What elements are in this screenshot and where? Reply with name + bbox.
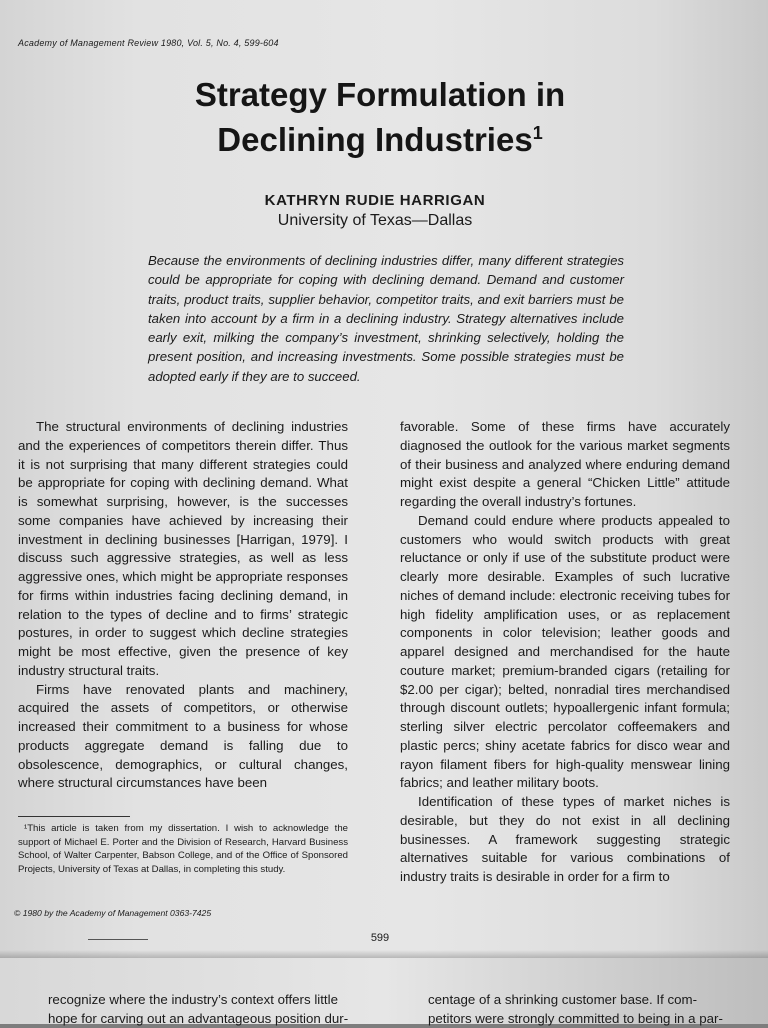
author-name: KATHRYN RUDIE HARRIGAN (264, 192, 486, 209)
title-line-2 (140, 114, 620, 159)
next-page-line: hope for carving out an advantageous position dur- (48, 1011, 349, 1026)
next-page-line: centage of a shrinking customer base. If com- (428, 992, 698, 1007)
article-title (140, 76, 620, 159)
bottom-divider (88, 939, 148, 940)
title-line-1: Strategy Formulation in (194, 76, 566, 113)
body-paragraph: favorable. Some of these firms have accurately diagnosed the outlook for the various market segments of their business and analyzed where enduring demand might exist despite a general “Chicken Little” attitude regarding the overall industry’s fortunes. (400, 419, 730, 509)
next-page-line: recognize where the industry’s context offers little (48, 992, 338, 1007)
footnote-divider (18, 816, 130, 817)
right-column (400, 418, 730, 887)
abstract (148, 251, 624, 386)
body-paragraph: Demand could endure where products appealed to customers who would switch products with great reluctance or only if use of the substitute product were clearly more desirable. Examples of such lucrative niches of demand include: electronic receiving tubes for high fidelity amplification uses, or as replacement components in color television; leather goods and apparel designed and merchandised for the haute couture market; premium-branded cigars (retailing for $2.00 per cigar); belted, nonradial tires merchandised through discount outlets; hypoallergenic infant formula; sterling silver electric percolator coffeemakers and plastic percs; shiny acetate fabrics for disco wear and rayon filament fibers for high-quality menswear lining fabrics; and leather military boots. (400, 512, 730, 791)
next-page-right-text (428, 990, 753, 1028)
journal-citation: Academy of Management Review 1980, Vol. 5, No. 4, 599-604 (18, 38, 279, 48)
left-column (18, 418, 348, 793)
abstract-text: Because the environments of declining industries differ, many different strategies could be appropriate for coping with declining demand. Demand and customer traits, product traits, supplier behavior, competitor traits, and exit barriers must be taken into account by a firm in a declining industry. Strategy alternatives include early exit, milking the company’s investment, shrinking selectively, holding the present position, and increasing investments. Some possible strategies must be adopted early if they are to succeed. (148, 253, 624, 384)
footnote-text: ¹This article is taken from my dissertation. I wish to acknowledge the support of Michael E. Porter and the Division of Research, Harvard Business School, of Walter Carpenter, Babson College, and of the Office of Sponsored Projects, University of Texas at Dallas, in completing this study. (18, 823, 348, 875)
title-footnote-mark: 1 (532, 123, 543, 143)
title-line-2-text: Declining Industries (217, 121, 533, 158)
next-page-line: petitors were strongly committed to being in a par- (428, 1011, 723, 1026)
body-paragraph: Firms have renovated plants and machinery, acquired the assets of competitors, or otherwise increased their commitment to a business for whose products aggregate demand is falling due to obsolescence, demographics, or cultural changes, where structural circumstances have been (18, 681, 348, 791)
copyright-line: © 1980 by the Academy of Management 0363-7425 (14, 908, 212, 918)
body-paragraph: Identification of these types of market niches is desirable, but they do not exist in all declining businesses. A framework suggesting strategic alternatives suitable for various combinations of industry traits is desirable in order for a firm to (400, 794, 730, 884)
author-affiliation: University of Texas—Dallas (277, 212, 473, 229)
next-page-left-text (48, 990, 384, 1028)
page-number: 599 (370, 932, 390, 944)
body-paragraph: The structural environments of declining industries and the experiences of competitors therein differ. Thus it is not surprising that many different strategies could be appropriate for coping with declining demand. What is somewhat surprising, however, is the successes some companies have achieved by increasing their investment in declining businesses [Harrigan, 1979]. I discuss such aggressive strategies, as well as less aggressive ones, which might be appropriate responses for firms within industries facing declining demand, in relation to the types of decline and to firms’ strategic postures, in order to suggest which decline strategies might be most effective, given the presence of key industry structural traits. (18, 419, 348, 678)
footnote (18, 822, 348, 876)
